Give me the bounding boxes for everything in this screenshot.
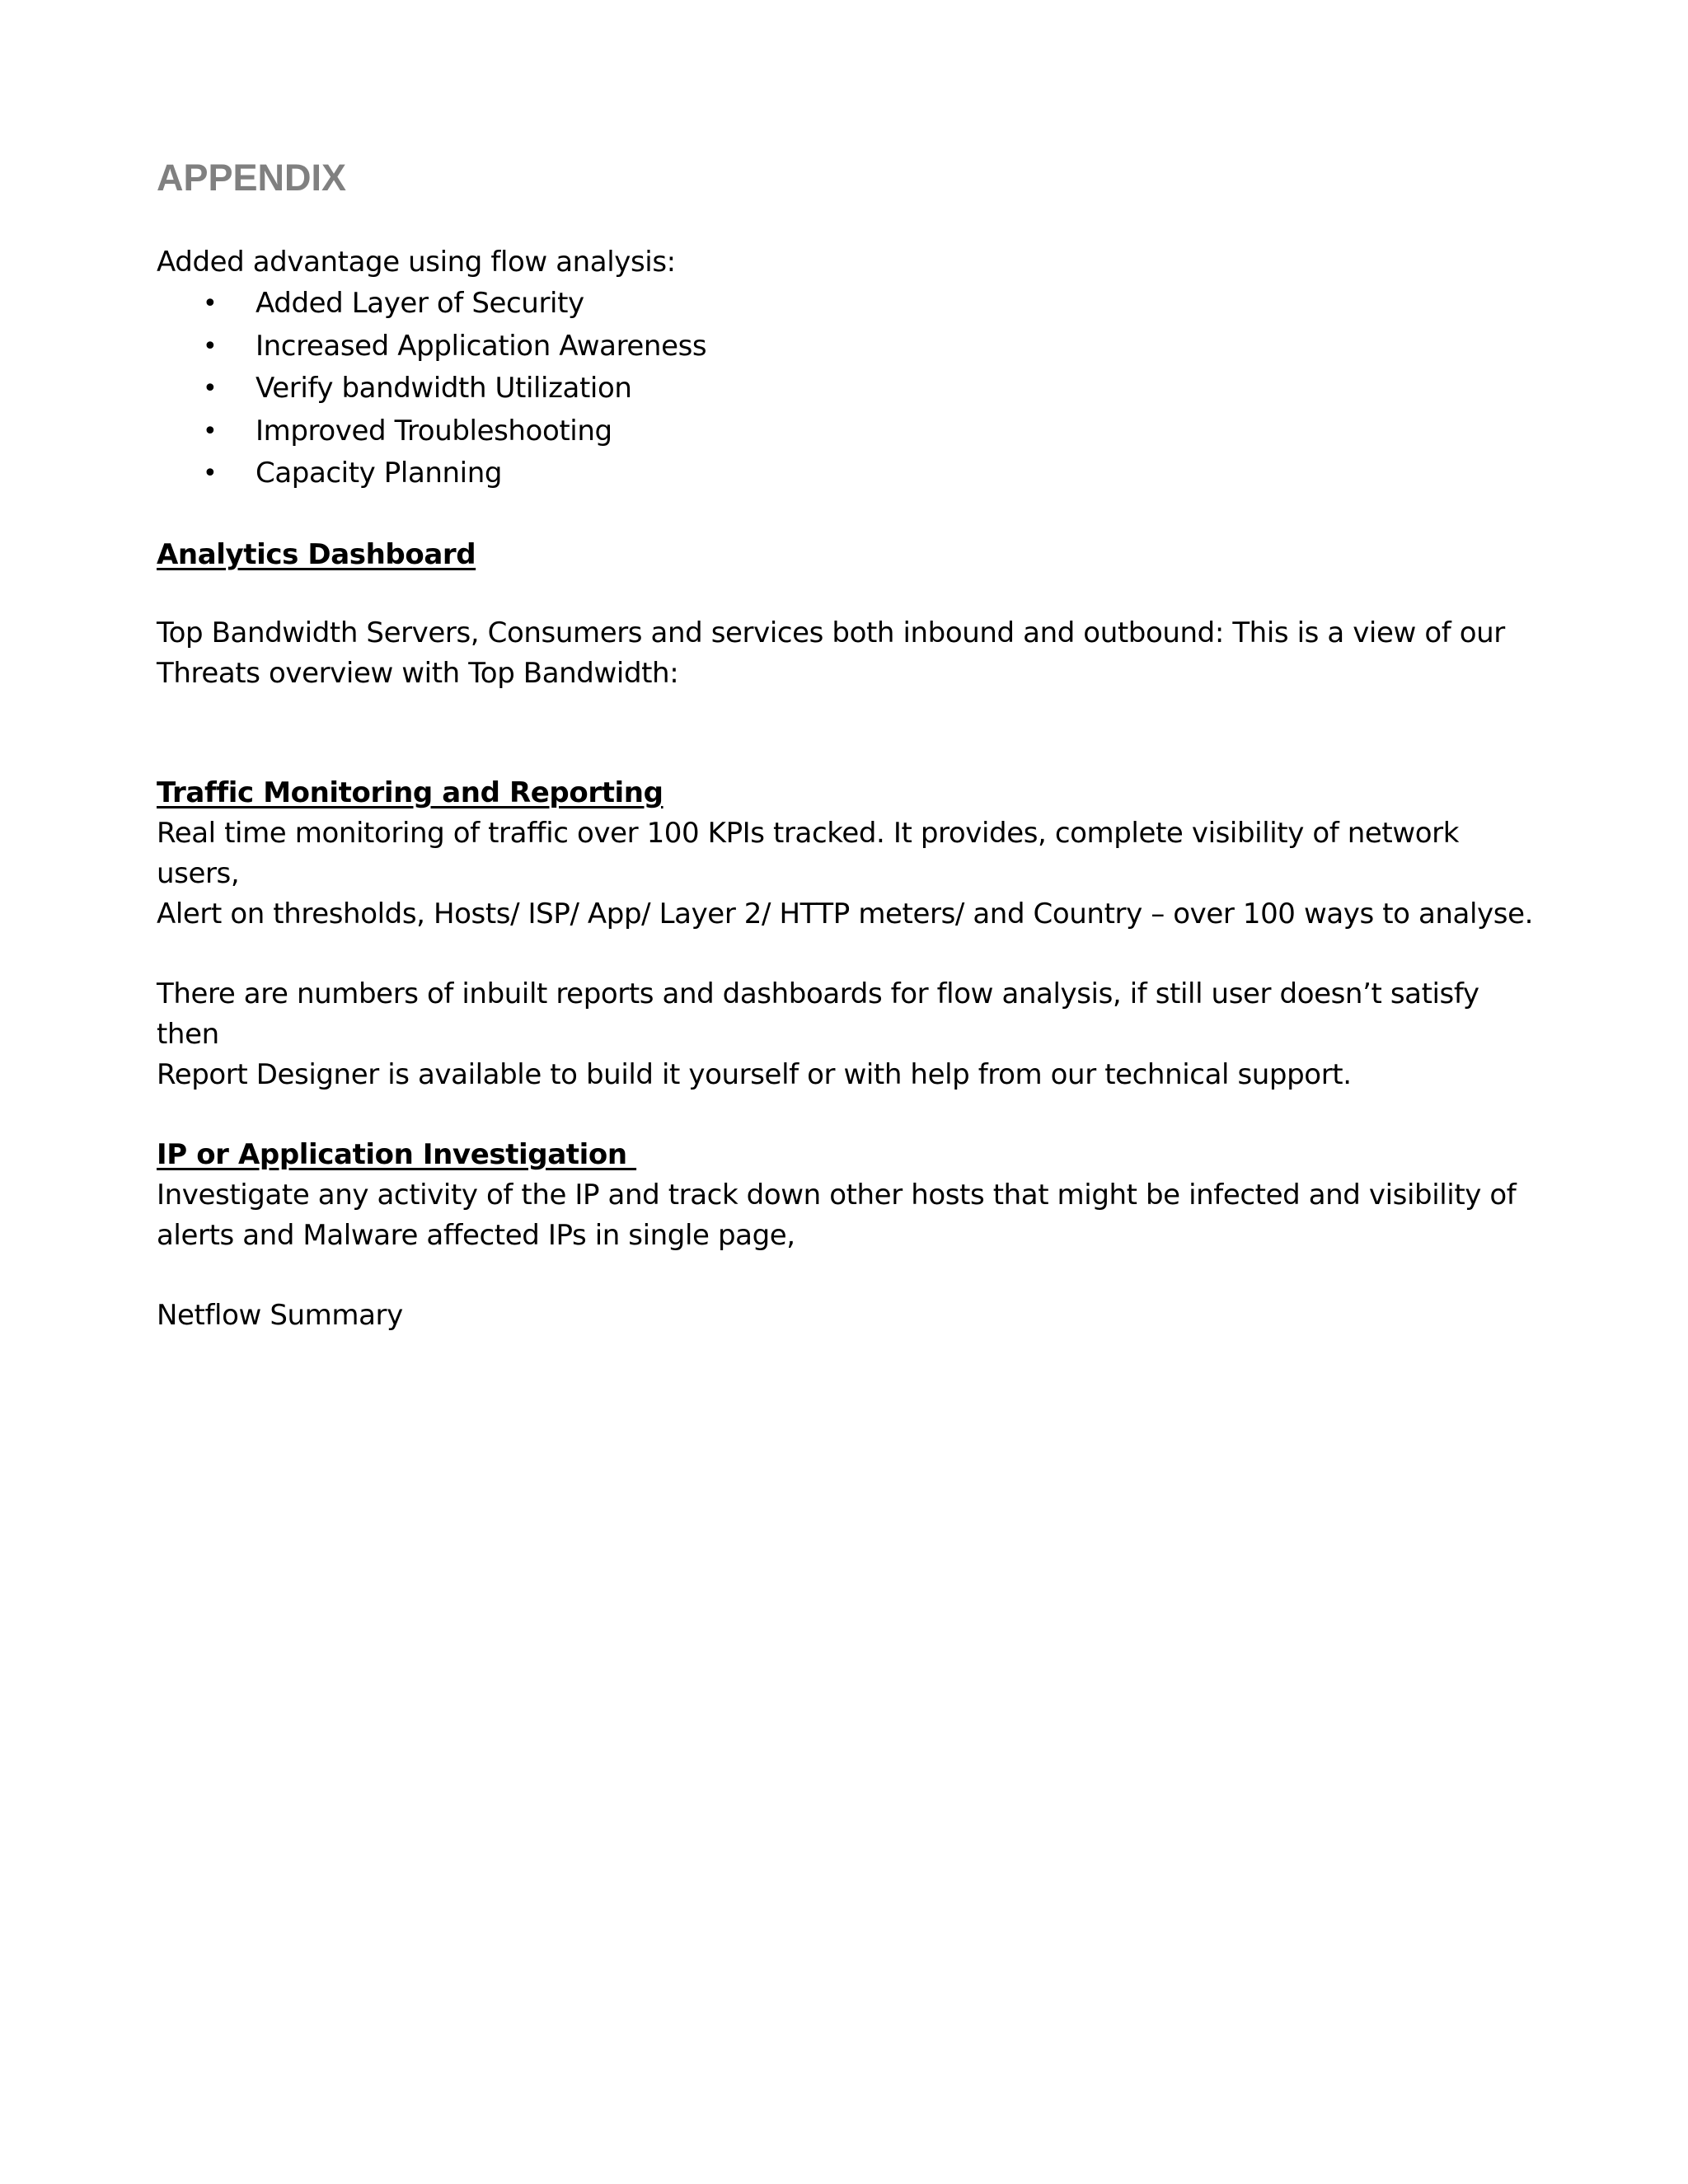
traffic-text-line-2: Alert on thresholds, Hosts/ ISP/ App/ Layer 2/ HTTP meters/ and Country – over 100 ways to analyse. bbox=[157, 897, 1533, 930]
reports-text-line-1: There are numbers of inbuilt reports and dashboards for flow analysis, if still user doesn’t satisfy then bbox=[157, 977, 1479, 1051]
appendix-title: APPENDIX bbox=[157, 157, 347, 199]
traffic-monitoring-heading: Traffic Monitoring and Reporting bbox=[157, 776, 663, 809]
intro-text: Added advantage using flow analysis: bbox=[157, 246, 676, 279]
bullet-icon: • bbox=[203, 374, 218, 403]
list-item bbox=[157, 452, 1541, 495]
list-item bbox=[157, 368, 1541, 410]
ip-investigation-heading: IP or Application Investigation bbox=[157, 1137, 637, 1171]
advantages-list bbox=[157, 283, 1541, 495]
bullet-icon: • bbox=[203, 416, 218, 446]
list-item-text: Verify bandwidth Utilization bbox=[256, 372, 632, 405]
list-item-text: Increased Application Awareness bbox=[256, 329, 707, 363]
bullet-icon: • bbox=[203, 331, 218, 361]
list-item-text: Improved Troubleshooting bbox=[256, 414, 612, 448]
analytics-text-line-2: Threats overview with Top Bandwidth: bbox=[157, 656, 679, 690]
document-body bbox=[157, 155, 1541, 1336]
netflow-summary-text: Netflow Summary bbox=[157, 1298, 403, 1332]
bullet-icon: • bbox=[203, 289, 218, 318]
bullet-icon: • bbox=[203, 459, 218, 488]
investigation-text-line-1: Investigate any activity of the IP and track down other hosts that might be infected and visibility of bbox=[157, 1178, 1517, 1212]
traffic-text-line-1: Real time monitoring of traffic over 100 KPIs tracked. It provides, complete visibility of network users, bbox=[157, 816, 1460, 890]
investigation-text-line-2: alerts and Malware affected IPs in single page, bbox=[157, 1218, 795, 1252]
list-item-text: Added Layer of Security bbox=[256, 287, 584, 320]
analytics-dashboard-heading: Analytics Dashboard bbox=[157, 537, 476, 571]
list-item bbox=[157, 283, 1541, 326]
list-item bbox=[157, 410, 1541, 453]
analytics-text-line-1: Top Bandwidth Servers, Consumers and services both inbound and outbound: This is a view of our bbox=[157, 616, 1505, 649]
list-item-text: Capacity Planning bbox=[256, 457, 503, 490]
reports-text-line-2: Report Designer is available to build it yourself or with help from our technical support. bbox=[157, 1057, 1352, 1091]
list-item bbox=[157, 326, 1541, 368]
